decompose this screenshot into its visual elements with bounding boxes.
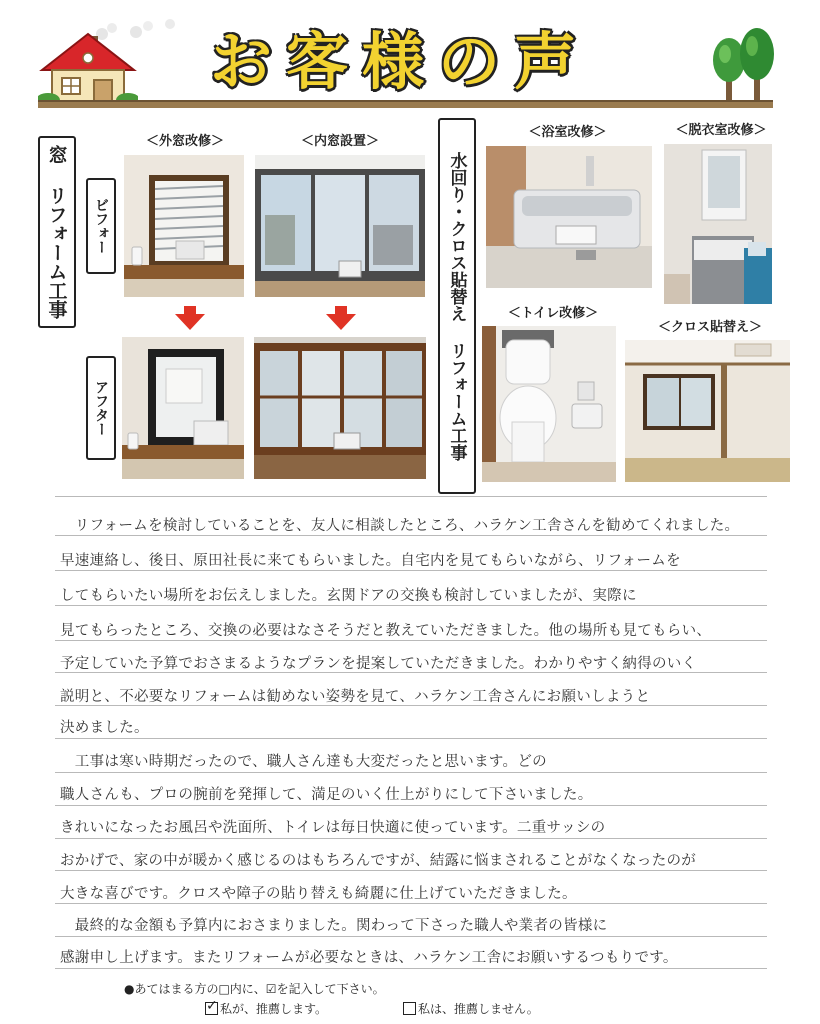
ruled-line	[55, 570, 767, 571]
caption-cloth: ＜クロス貼替え＞	[657, 320, 762, 335]
down-arrow-icon	[175, 306, 205, 330]
recommend-option-yes[interactable]	[205, 1000, 327, 1017]
photo-outer-window-before	[124, 155, 244, 297]
photo-bathroom	[486, 146, 652, 288]
testimonial-line: 決めました。	[60, 720, 149, 736]
photo-cloth	[625, 340, 790, 482]
before-label: ビフォー	[86, 178, 116, 274]
caption-dressing-room: ＜脱衣室改修＞	[675, 123, 767, 138]
testimonial-line: 早速連絡し、後日、原田社長に来てもらいました。自宅内を見てもらいながら、リフォームを	[60, 553, 681, 569]
caption-inner-window: ＜内窓設置＞	[300, 134, 379, 149]
testimonial-line: きれいになったお風呂や洗面所、トイレは毎日快適に使っています。二重サッシの	[60, 820, 606, 836]
photo-inner-window-after	[254, 337, 426, 479]
photo-outer-window-after	[122, 337, 244, 479]
photo-inner-window-before	[255, 155, 425, 297]
ruled-line	[55, 805, 767, 806]
testimonial-line: してもらいたい場所をお伝えしました。玄関ドアの交換も検討していましたが、実際に	[60, 588, 637, 604]
ruled-line	[55, 738, 767, 739]
checkbox-checked-icon[interactable]	[205, 1002, 218, 1015]
checkbox-icon[interactable]	[403, 1002, 416, 1015]
recommend-no-label: 私は、推薦しません。	[418, 1002, 539, 1016]
testimonial-line: 最終的な金額も予算内におさまりました。関わって下さった職人や業者の皆様に	[60, 918, 608, 934]
ruled-line	[55, 535, 767, 536]
caption-toilet: ＜トイレ改修＞	[507, 306, 599, 321]
ruled-line	[55, 772, 767, 773]
testimonial-line: 職人さんも、プロの腕前を発揮して、満足のいく仕上がりにして下さいました。	[60, 787, 593, 803]
recommend-option-no[interactable]	[403, 1000, 539, 1017]
photo-dressing-room	[664, 144, 772, 304]
testimonial-line: 工事は寒い時期だったので、職人さん達も大変だったと思います。どの	[60, 754, 547, 770]
header-ground-line	[38, 100, 773, 108]
after-label: アフター	[86, 356, 116, 460]
recommend-yes-label: 私が、推薦します。	[220, 1002, 328, 1016]
down-arrow-icon	[326, 306, 356, 330]
ruled-line	[55, 968, 767, 969]
ruled-line	[55, 936, 767, 937]
ruled-line	[55, 640, 767, 641]
ruled-line	[55, 838, 767, 839]
header	[0, 0, 820, 112]
testimonial-line: 説明と、不必要なリフォームは勧めない姿勢を見て、ハラケン工舎さんにお願いしようと	[60, 689, 651, 705]
page-title: お客様の声	[210, 25, 591, 98]
testimonial-line: 感謝申し上げます。またリフォームが必要なときは、ハラケン工舎にお願いするつもりです。	[60, 950, 678, 966]
photo-toilet	[482, 326, 616, 482]
house-icon	[38, 30, 138, 106]
recommend-instruction: ●あてはまる方の□内に、☑を記入して下さい。	[124, 982, 385, 996]
caption-outer-window: ＜外窓改修＞	[145, 134, 224, 149]
ruled-line	[55, 903, 767, 904]
ruled-line	[55, 870, 767, 871]
caption-bathroom: ＜浴室改修＞	[528, 125, 607, 140]
ruled-line	[55, 496, 767, 497]
testimonial-line: リフォームを検討していることを、友人に相談したところ、ハラケン工舎さんを勧めてくれました。	[60, 518, 740, 534]
testimonial-line: 大きな喜びです。クロスや障子の貼り替えも綺麗に仕上げていただきました。	[60, 886, 577, 902]
trees-icon	[708, 24, 778, 104]
ruled-line	[55, 605, 767, 606]
water-cloth-reform-label: 水回り・クロス貼替え リフォーム工事	[438, 118, 476, 494]
testimonial-line: 見てもらったところ、交換の必要はなさそうだと教えていただきました。他の場所も見てもらい、	[60, 623, 712, 639]
testimonial-line: 予定していた予算でおさまるようなプランを提案していただきました。わかりやすく納得のいく	[60, 656, 697, 672]
testimonial-line: おかげで、家の中が暖かく感じるのはもちろんですが、結露に悩まされることがなくなったのが	[60, 853, 697, 869]
window-reform-label: 窓 リフォーム工事	[38, 136, 76, 328]
